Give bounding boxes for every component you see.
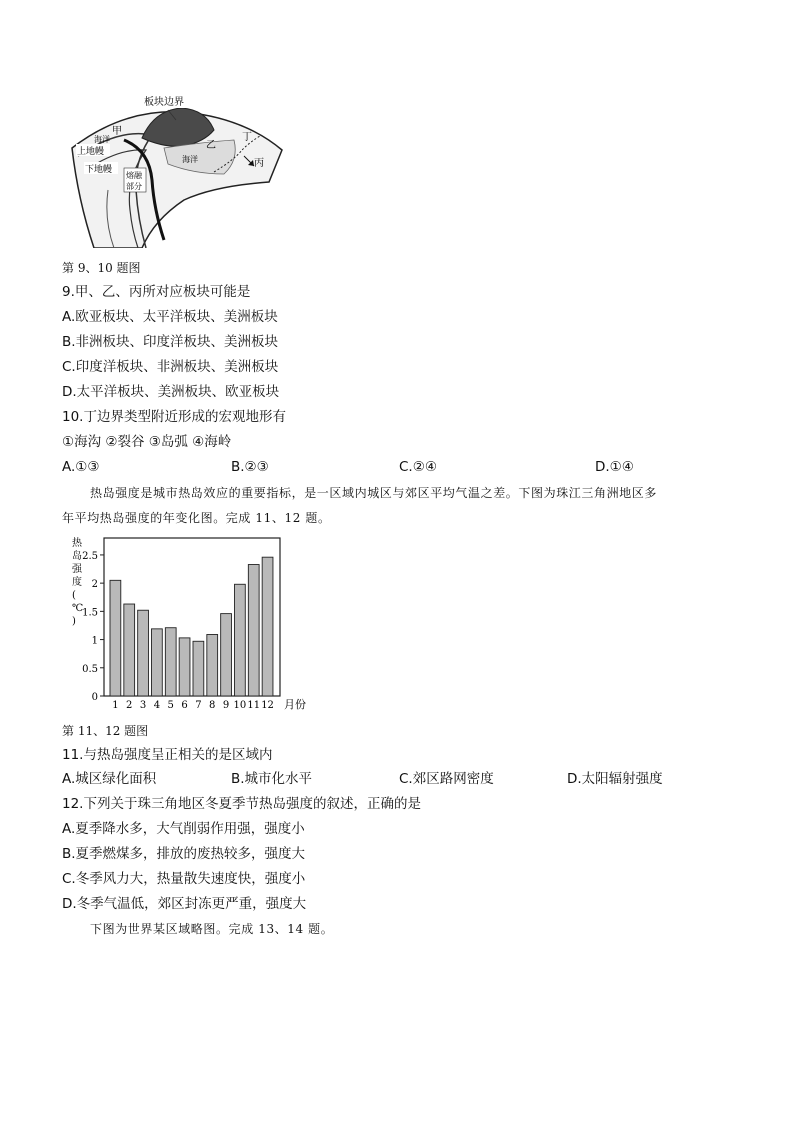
label-lower-mantle: 下地幔: [85, 165, 113, 175]
q10-option-d: D.①④: [595, 459, 634, 475]
q9-option-b: B.非洲板块、印度洋板块、美洲板块: [62, 334, 279, 350]
bar-month-3: [138, 610, 149, 696]
plate-boundary-svg: [64, 90, 286, 248]
q9-option-d: D.太平洋板块、美洲板块、欧亚板块: [62, 384, 280, 400]
x-tick-label: 3: [139, 700, 147, 711]
q9-stem: 9.甲、乙、丙所对应板块可能是: [62, 284, 251, 300]
q10-stem: 10.丁边界类型附近形成的宏观地形有: [62, 409, 286, 425]
y-tick-label: 1: [91, 635, 98, 647]
bar-month-4: [152, 629, 163, 696]
label-upper-mantle: 上地幔: [77, 147, 105, 157]
chart-xlabel: 月份: [284, 698, 306, 711]
x-tick-label: 5: [167, 700, 174, 711]
q9-option-a: A.欧亚板块、太平洋板块、美洲板块: [62, 309, 278, 325]
label-ding: 丁: [242, 132, 252, 143]
q12-option-c: C.冬季风力大，热量散失速度快，强度小: [62, 871, 306, 887]
x-tick-label: 10: [233, 700, 247, 711]
bar-month-10: [235, 584, 246, 696]
boundary-label: 板块边界: [144, 97, 184, 108]
label-yi: 乙: [206, 140, 216, 151]
intro-map: 下图为世界某区域略图。完成 13、14 题。: [90, 922, 334, 936]
y-tick-label: 2.5: [82, 550, 98, 562]
x-tick-label: 12: [261, 700, 274, 711]
bar-month-7: [193, 641, 204, 696]
q11-option-b: B.城市化水平: [231, 771, 313, 787]
intro-heat-line1: 热岛强度是城市热岛效应的重要指标，是一区域内城区与郊区平均气温之差。下图为珠江三角洲地区多: [90, 486, 658, 500]
bar-month-6: [179, 638, 190, 696]
label-ocean-right: 海洋: [182, 155, 198, 164]
q11-option-c: C.郊区路网密度: [399, 771, 494, 787]
bar-month-1: [110, 580, 121, 696]
x-tick-label: 11: [247, 700, 261, 711]
q11-stem: 11.与热岛强度呈正相关的是区域内: [62, 747, 273, 763]
intro-heat-line2: 年平均热岛强度的年变化图。完成 11、12 题。: [62, 511, 331, 525]
bar-month-11: [248, 565, 259, 696]
label-melt-1: 熔融: [126, 171, 142, 180]
bar-month-2: [124, 604, 135, 696]
x-tick-label: 8: [209, 700, 216, 711]
figure1-caption: 第 9、10 题图: [62, 261, 141, 275]
q12-stem: 12.下列关于珠三角地区冬夏季节热岛强度的叙述，正确的是: [62, 796, 421, 812]
bar-month-8: [207, 634, 218, 696]
q10-option-a: A.①③: [62, 459, 100, 475]
q11-option-d: D.太阳辐射强度: [567, 771, 663, 787]
x-tick-label: 2: [126, 700, 133, 711]
label-ocean-left: 海洋: [94, 135, 110, 144]
label-melt-2: 部分: [126, 182, 142, 191]
q12-option-d: D.冬季气温低，郊区封冻更严重，强度大: [62, 896, 307, 912]
y-tick-label: 0: [91, 692, 98, 703]
label-jia: 甲: [112, 126, 122, 137]
y-tick-label: 1.5: [82, 607, 98, 619]
q11-option-a: A.城区绿化面积: [62, 771, 157, 787]
q12-option-a: A.夏季降水多，大气削弱作用强，强度小: [62, 821, 305, 837]
q10-items: ①海沟 ②裂谷 ③岛弧 ④海岭: [62, 434, 232, 450]
chart-bars: [110, 557, 274, 711]
chart-ylabel: 热岛强度( ℃ ): [72, 538, 84, 627]
bar-month-9: [221, 614, 232, 696]
y-tick-label: 0.5: [82, 663, 98, 675]
bar-month-12: [262, 557, 273, 696]
label-bing: 丙: [254, 158, 264, 169]
x-tick-label: 6: [181, 700, 188, 711]
q9-option-c: C.印度洋板块、非洲板块、美洲板块: [62, 359, 279, 375]
plate-boundary-diagram: [64, 90, 286, 248]
q10-option-b: B.②③: [231, 459, 269, 475]
heat-island-chart-svg: [60, 532, 320, 712]
x-tick-label: 1: [112, 700, 119, 711]
x-tick-label: 9: [222, 700, 230, 711]
bar-month-5: [165, 628, 176, 696]
q12-option-b: B.夏季燃煤多，排放的废热较多，强度大: [62, 846, 306, 862]
chart-caption: 第 11、12 题图: [62, 724, 149, 738]
q10-option-c: C.②④: [399, 459, 437, 475]
heat-island-chart: [60, 532, 320, 712]
x-tick-label: 4: [153, 700, 161, 711]
y-tick-label: 2: [91, 579, 98, 591]
x-tick-label: 7: [195, 700, 202, 711]
